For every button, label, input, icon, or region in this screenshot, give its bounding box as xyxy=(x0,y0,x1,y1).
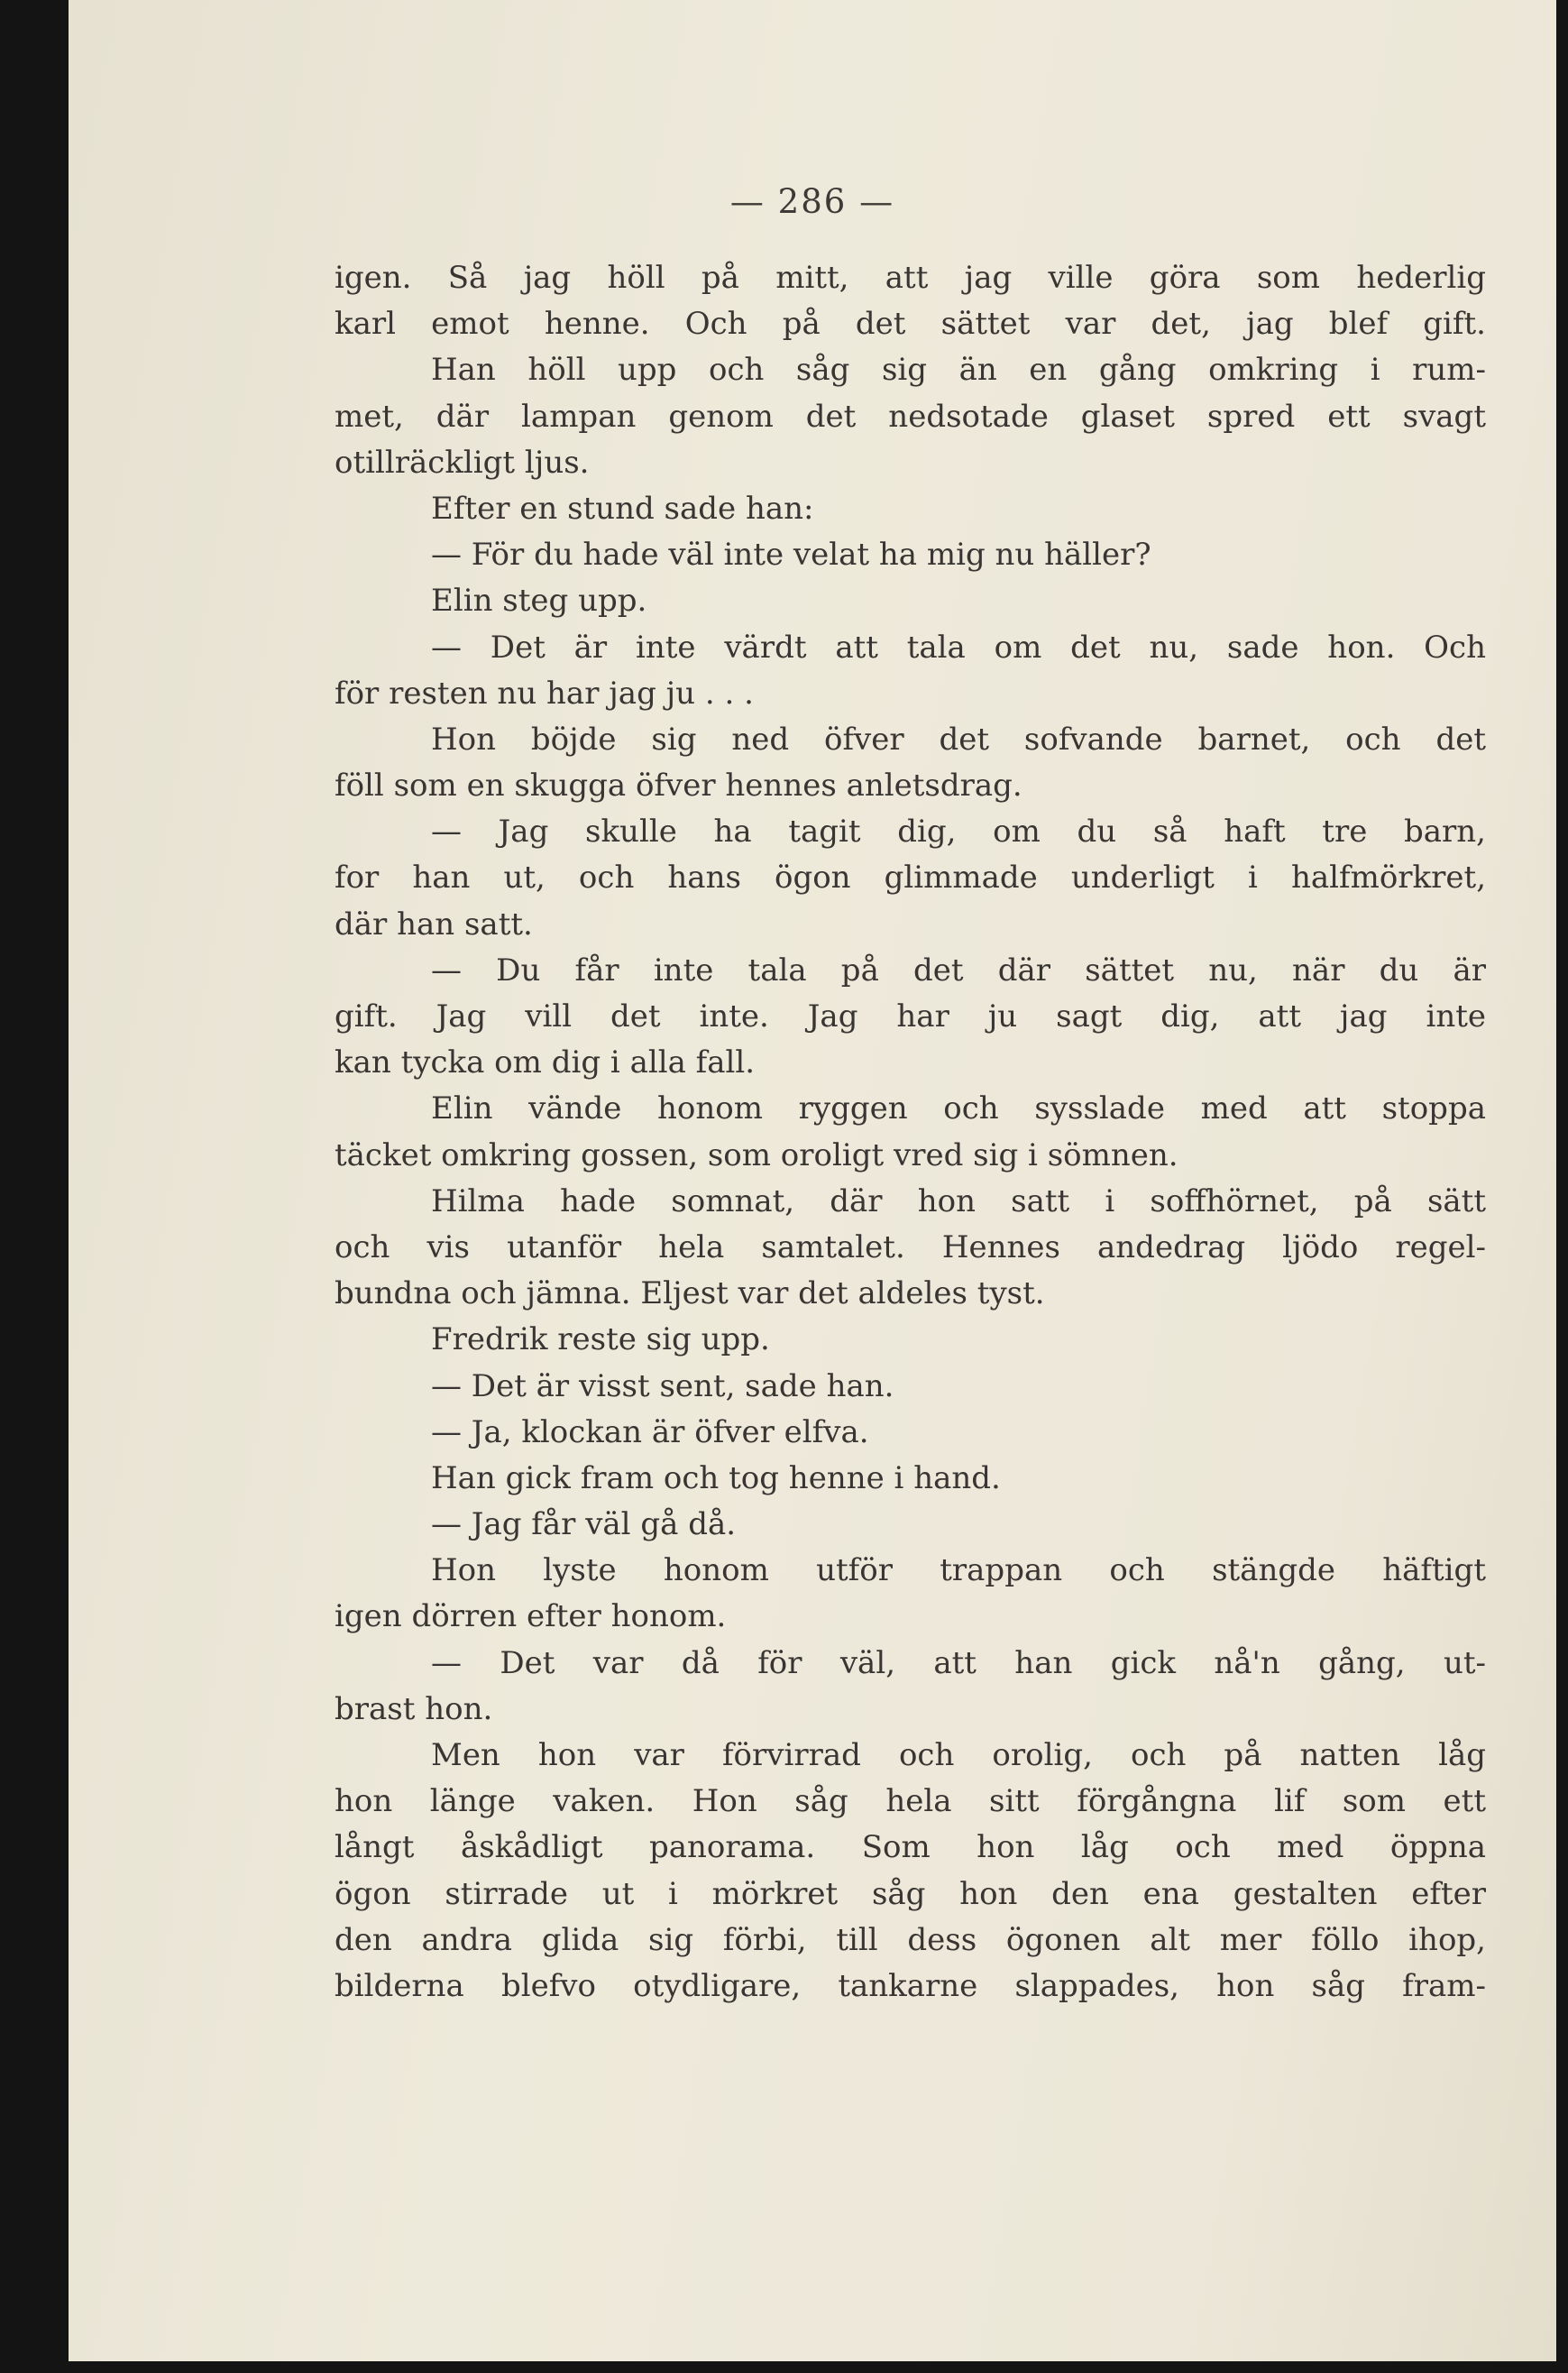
text-line: bilderna blefvo otydligare, tankarne slappades, hon såg fram- xyxy=(335,1967,1486,2004)
text-line: — Det är visst sent, sade han. xyxy=(431,1367,894,1404)
text-line: igen dörren efter honom. xyxy=(335,1598,727,1635)
text-line: bundna och jämna. Eljest var det aldeles tyst. xyxy=(335,1275,1045,1312)
text-line: Hon lyste honom utför trappan och stängde häftigt xyxy=(431,1552,1486,1589)
text-line: — Det var då för väl, att han gick nå'n gång, ut- xyxy=(431,1644,1486,1681)
text-line: gift. Jag vill det inte. Jag har ju sagt dig, att jag inte xyxy=(335,998,1486,1035)
text-line: — Du får inte tala på det där sättet nu, när du är xyxy=(431,952,1486,989)
text-line: — Det är inte värdt att tala om det nu, sade hon. Och xyxy=(431,629,1486,666)
text-line: igen. Så jag höll på mitt, att jag ville göra som hederlig xyxy=(335,260,1486,296)
text-line: där han satt. xyxy=(335,906,533,943)
text-line: för resten nu har jag ju . . . xyxy=(335,675,754,712)
text-line: — Jag skulle ha tagit dig, om du så haft tre barn, xyxy=(431,814,1486,851)
book-page xyxy=(69,0,1556,2361)
text-line: — Jag får väl gå då. xyxy=(431,1506,737,1543)
text-line: Men hon var förvirrad och orolig, och på natten låg xyxy=(431,1737,1486,1773)
text-line: Hilma hade somnat, där hon satt i soffhörnet, på sätt xyxy=(431,1182,1486,1219)
page-number: — 286 — xyxy=(729,182,895,221)
text-line: Han höll upp och såg sig än en gång omkring i rum- xyxy=(431,352,1486,389)
text-line: ögon stirrade ut i mörkret såg hon den ena gestalten efter xyxy=(335,1875,1486,1912)
text-line: karl emot henne. Och på det sättet var det, jag blef gift. xyxy=(335,306,1486,343)
text-line: och vis utanför hela samtalet. Hennes andedrag ljödo regel- xyxy=(335,1228,1486,1265)
text-line: föll som en skugga öfver hennes anletsdrag. xyxy=(335,768,1022,805)
text-line: Efter en stund sade han: xyxy=(431,490,814,527)
text-line: Han gick fram och tog henne i hand. xyxy=(431,1459,1001,1496)
text-line: täcket omkring gossen, som oroligt vred sig i sömnen. xyxy=(335,1136,1178,1173)
text-line: brast hon. xyxy=(335,1690,493,1727)
text-line: hon länge vaken. Hon såg hela sitt förgångna lif som ett xyxy=(335,1783,1486,1820)
text-line: for han ut, och hans ögon glimmade underligt i halfmörkret, xyxy=(335,860,1486,897)
text-line: — Ja, klockan är öfver elfva. xyxy=(431,1413,869,1450)
body-text xyxy=(335,255,1486,2010)
text-line: Elin vände honom ryggen och sysslade med att stoppa xyxy=(431,1090,1486,1127)
text-line: otillräckligt ljus. xyxy=(335,444,590,481)
text-line: Hon böjde sig ned öfver det sofvande barnet, och det xyxy=(431,721,1486,758)
text-line: Elin steg upp. xyxy=(431,583,647,620)
text-line: långt åskådligt panorama. Som hon låg och med öppna xyxy=(335,1829,1486,1866)
text-line: kan tycka om dig i alla fall. xyxy=(335,1044,756,1081)
text-line: met, där lampan genom det nedsotade glaset spred ett svagt xyxy=(335,398,1486,435)
text-line: — För du hade väl inte velat ha mig nu häller? xyxy=(431,537,1151,574)
text-line: den andra glida sig förbi, till dess ögonen alt mer föllo ihop, xyxy=(335,1921,1486,1958)
text-line: Fredrik reste sig upp. xyxy=(431,1321,770,1358)
